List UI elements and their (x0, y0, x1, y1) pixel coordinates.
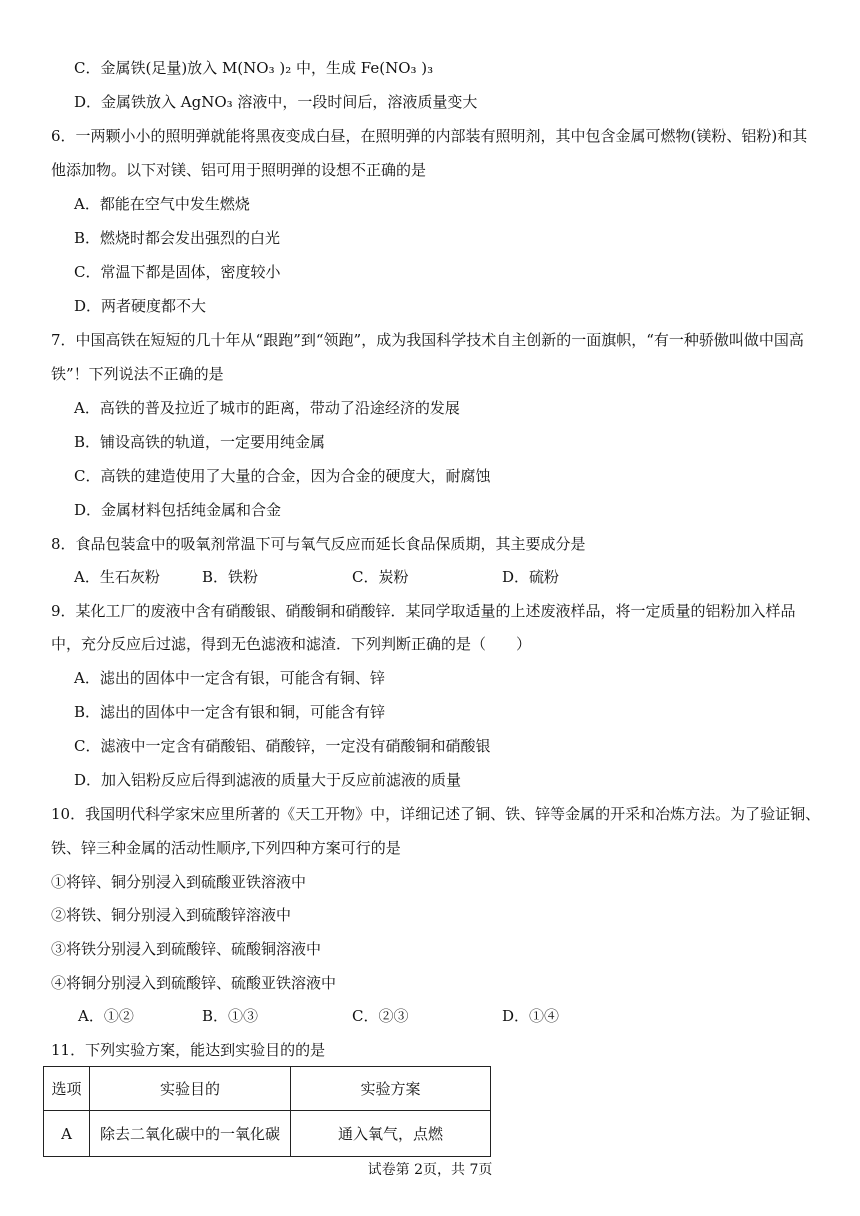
q5-option-d: D．金属铁放入 AgNO₃ 溶液中，一段时间后，溶液质量变大 (74, 93, 478, 111)
table-header-option: 选项 (44, 1067, 90, 1111)
q7-option-d: D．金属材料包括纯金属和合金 (74, 501, 282, 519)
q9-option-b: B．滤出的固体中一定含有银和铜，可能含有锌 (74, 703, 386, 721)
q8-option-c: C．炭粉 (352, 568, 409, 586)
q7-stem-line1: 7．中国高铁在短短的几十年从“跟跑”到“领跑”，成为我国科学技术自主创新的一面旗帜，“有一种骄傲叫做中国高 (51, 331, 804, 349)
q10-option-a: A．①② (78, 1007, 134, 1025)
q10-stem-line2: 铁、锌三种金属的活动性顺序,下列四种方案可行的是 (51, 839, 401, 857)
q8-option-d: D．硫粉 (502, 568, 560, 586)
q10-scheme-1: ①将锌、铜分别浸入到硫酸亚铁溶液中 (51, 873, 307, 891)
q8-stem: 8．食品包装盒中的吸氧剂常温下可与氧气反应而延长食品保质期，其主要成分是 (51, 535, 586, 553)
q10-option-b: B．①③ (202, 1007, 259, 1025)
q9-stem-line1: 9．某化工厂的废液中含有硝酸银、硝酸铜和硝酸锌．某同学取适量的上述废液样品，将一定质量的铝粉加入样品 (51, 602, 796, 620)
q6-stem-line1: 6．一两颗小小的照明弹就能将黑夜变成白昼，在照明弹的内部装有照明剂，其中包含金属可燃物(镁粉、铝粉)和其 (51, 127, 808, 145)
page-footer: 试卷第 2页，共 7页 (367, 1162, 493, 1178)
q6-stem-line2: 他添加物。以下对镁、铝可用于照明弹的设想不正确的是 (51, 161, 427, 179)
q8-option-a: A．生石灰粉 (74, 568, 160, 586)
experiment-table (43, 1066, 491, 1157)
table-row (44, 1111, 491, 1157)
q9-option-d: D．加入铝粉反应后得到滤液的质量大于反应前滤液的质量 (74, 771, 462, 789)
table-header-plan: 实验方案 (291, 1067, 491, 1111)
q10-stem-line1: 10．我国明代科学家宋应里所著的《天工开物》中，详细记述了铜、铁、锌等金属的开采和冶炼方法。为了验证铜、 (51, 805, 821, 823)
q7-stem-line2: 铁”！下列说法不正确的是 (51, 365, 224, 383)
q6-option-b: B．燃烧时都会发出强烈的白光 (74, 229, 281, 247)
table-cell-purpose: 除去二氧化碳中的一氧化碳 (90, 1111, 291, 1157)
q10-option-c: C．②③ (352, 1007, 409, 1025)
q10-option-d: D．①④ (502, 1007, 560, 1025)
q9-option-a: A．滤出的固体中一定含有银，可能含有铜、锌 (74, 669, 385, 687)
table-header-row (44, 1067, 491, 1111)
q6-option-a: A．都能在空气中发生燃烧 (74, 195, 250, 213)
q9-stem-line2: 中，充分反应后过滤，得到无色滤液和滤渣．下列判断正确的是（ ） (51, 635, 532, 653)
q10-scheme-3: ③将铁分别浸入到硫酸锌、硫酸铜溶液中 (51, 940, 322, 958)
table-cell-plan: 通入氧气，点燃 (291, 1111, 491, 1157)
q8-option-b: B．铁粉 (202, 568, 259, 586)
table-cell-option: A (44, 1111, 90, 1157)
q7-option-b: B．铺设高铁的轨道，一定要用纯金属 (74, 433, 326, 451)
q6-option-d: D．两者硬度都不大 (74, 297, 207, 315)
q10-scheme-2: ②将铁、铜分别浸入到硫酸锌溶液中 (51, 906, 292, 924)
q7-option-c: C．高铁的建造使用了大量的合金，因为合金的硬度大，耐腐蚀 (74, 467, 491, 485)
q11-stem: 11．下列实验方案，能达到实验目的的是 (51, 1041, 326, 1059)
q7-option-a: A．高铁的普及拉近了城市的距离，带动了沿途经济的发展 (74, 399, 460, 417)
q10-scheme-4: ④将铜分别浸入到硫酸锌、硫酸亚铁溶液中 (51, 974, 337, 992)
q6-option-c: C．常温下都是固体，密度较小 (74, 263, 281, 281)
table-header-purpose: 实验目的 (90, 1067, 291, 1111)
q5-option-c: C．金属铁(足量)放入 M(NO₃ )₂ 中，生成 Fe(NO₃ )₃ (74, 59, 434, 77)
q9-option-c: C．滤液中一定含有硝酸铝、硝酸锌，一定没有硝酸铜和硝酸银 (74, 737, 491, 755)
